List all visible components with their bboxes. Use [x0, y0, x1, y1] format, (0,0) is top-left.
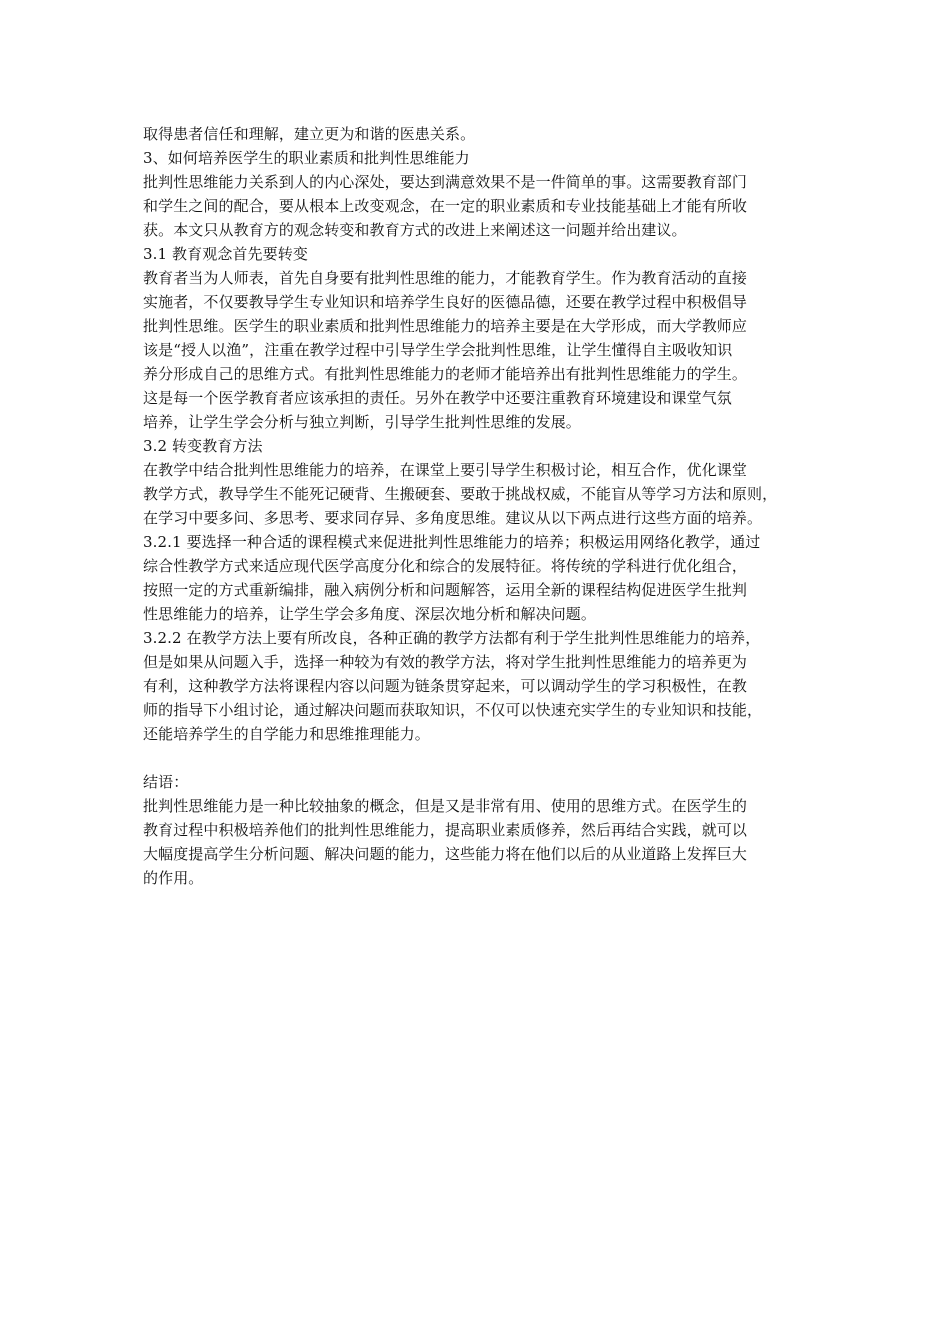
text-line: 该是“授人以渔”，注重在教学过程中引导学生学会批判性思维，让学生懂得自主吸收知识	[143, 341, 733, 359]
blank-line	[143, 746, 811, 770]
text-line: 在学习中要多问、多思考、要求同存异、多角度思维。建议从以下两点进行这些方面的培养。	[143, 509, 763, 527]
text-line: 和学生之间的配合，要从根本上改变观念，在一定的职业素质和专业技能基础上才能有所收	[143, 197, 748, 215]
text-line: 综合性教学方式来适应现代医学高度分化和综合的发展特征。将传统的学科进行优化组合，	[143, 557, 748, 575]
text-line: 性思维能力的培养，让学生学会多角度、深层次地分析和解决问题。	[143, 605, 597, 623]
paragraph-3-1	[143, 266, 811, 434]
text-line: 养分形成自己的思维方式。有批判性思维能力的老师才能培养出有批判性思维能力的学生。	[143, 365, 748, 383]
paragraph-3-2	[143, 458, 811, 530]
document-page	[143, 122, 811, 890]
heading-text: 3.1 教育观念首先要转变	[143, 245, 308, 263]
text-line: 批判性思维。医学生的职业素质和批判性思维能力的培养主要是在大学形成，而大学教师应	[143, 317, 748, 335]
text-line: 但是如果从问题入手，选择一种较为有效的教学方法，将对学生批判性思维能力的培养更为	[143, 653, 748, 671]
text-line: 有利，这种教学方法将课程内容以问题为链条贯穿起来，可以调动学生的学习积极性，在教	[143, 677, 748, 695]
text-line: 培养，让学生学会分析与独立判断，引导学生批判性思维的发展。	[143, 413, 581, 431]
conclusion-heading	[143, 770, 811, 794]
text-line: 按照一定的方式重新编排，融入病例分析和问题解答，运用全新的课程结构促进医学生批判	[143, 581, 748, 599]
text-line: 这是每一个医学教育者应该承担的责任。另外在教学中还要注重教育环境建设和课堂气氛	[143, 389, 732, 407]
text-line: 还能培养学生的自学能力和思维推理能力。	[143, 725, 430, 743]
text-line: 的作用。	[143, 869, 204, 887]
paragraph-intro	[143, 170, 811, 242]
paragraph-conclusion	[143, 794, 811, 890]
section-heading-3-1	[143, 242, 811, 266]
text-line: 教学方式，教导学生不能死记硬背、生搬硬套、要敢于挑战权威，不能盲从等学习方法和原则，	[143, 485, 778, 503]
paragraph-3-2-2	[143, 626, 811, 746]
text-line: 批判性思维能力是一种比较抽象的概念，但是又是非常有用、使用的思维方式。在医学生的	[143, 797, 748, 815]
text-line: 获。本文只从教育方的观念转变和教育方式的改进上来阐述这一问题并给出建议。	[143, 221, 687, 239]
text-line: 在教学中结合批判性思维能力的培养，在课堂上要引导学生积极讨论，相互合作，优化课堂	[143, 461, 748, 479]
paragraph-continuation	[143, 122, 811, 146]
text-line: 实施者，不仅要教导学生专业知识和培养学生良好的医德品德，还要在教学过程中积极倡导	[143, 293, 748, 311]
paragraph-3-2-1	[143, 530, 811, 626]
section-heading-3	[143, 146, 811, 170]
heading-text: 结语：	[143, 773, 189, 791]
heading-text: 3、如何培养医学生的职业素质和批判性思维能力	[143, 149, 470, 167]
section-heading-3-2	[143, 434, 811, 458]
text-line: 师的指导下小组讨论，通过解决问题而获取知识，不仅可以快速充实学生的专业知识和技能，	[143, 701, 763, 719]
text-line: 教育过程中积极培养他们的批判性思维能力，提高职业素质修养，然后再结合实践，就可以	[143, 821, 748, 839]
text-line: 取得患者信任和理解，建立更为和谐的医患关系。	[143, 125, 476, 143]
text-line: 批判性思维能力关系到人的内心深处，要达到满意效果不是一件简单的事。这需要教育部门	[143, 173, 748, 191]
text-line: 教育者当为人师表，首先自身要有批判性思维的能力，才能教育学生。作为教育活动的直接	[143, 269, 748, 287]
text-line: 3.2.2 在教学方法上要有所改良，各种正确的教学方法都有利于学生批判性思维能力的培养，	[143, 629, 761, 647]
text-line: 大幅度提高学生分析问题、解决问题的能力，这些能力将在他们以后的从业道路上发挥巨大	[143, 845, 748, 863]
text-line: 3.2.1 要选择一种合适的课程模式来促进批判性思维能力的培养；积极运用网络化教学，通过	[143, 533, 761, 551]
heading-text: 3.2 转变教育方法	[143, 437, 263, 455]
